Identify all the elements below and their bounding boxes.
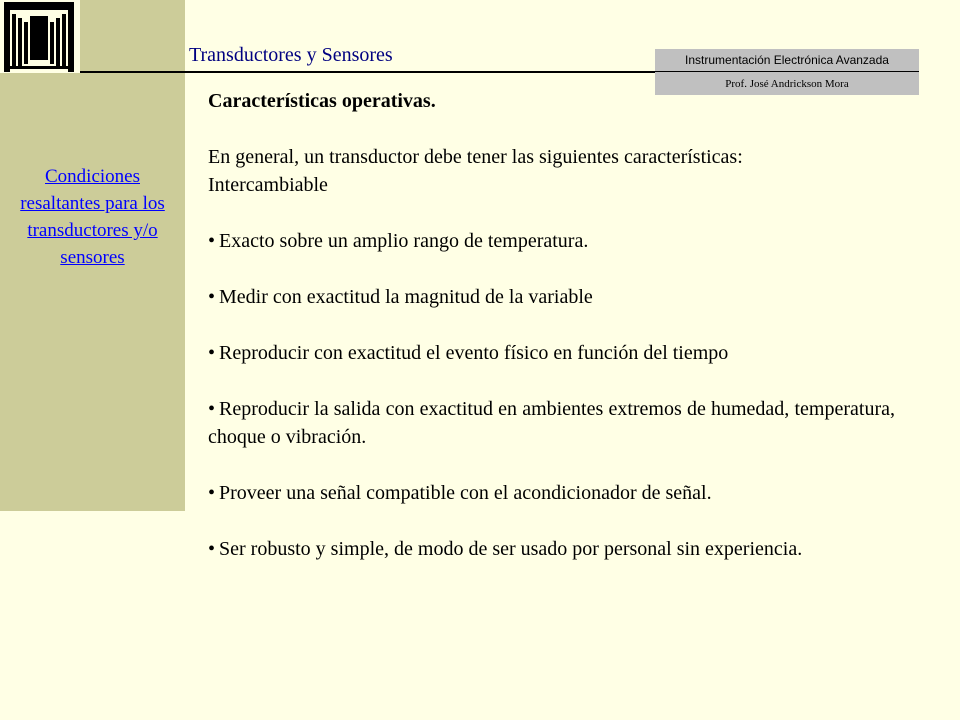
list-item bbox=[208, 479, 895, 507]
list-item bbox=[208, 227, 895, 255]
intro-line-2: Intercambiable bbox=[208, 174, 328, 196]
list-item-text: Reproducir con exactitud el evento físico en función del tiempo bbox=[219, 342, 729, 364]
list-item bbox=[208, 339, 895, 367]
bullet-icon: • bbox=[208, 538, 216, 560]
bullet-icon: • bbox=[208, 286, 216, 308]
section-heading: Características operativas. bbox=[208, 90, 436, 112]
list-item-text: Exacto sobre un amplio rango de temperatura. bbox=[219, 230, 589, 252]
sidebar-link-conditions[interactable]: Condiciones resaltantes para los transductores y/o sensores bbox=[20, 166, 165, 268]
institution-logo-icon bbox=[4, 2, 74, 72]
list-item bbox=[208, 283, 895, 311]
list-item bbox=[208, 535, 895, 563]
list-item-text: Medir con exactitud la magnitud de la variable bbox=[219, 286, 593, 308]
header-divider bbox=[80, 71, 655, 73]
main-content bbox=[208, 87, 895, 563]
bullet-icon: • bbox=[208, 230, 216, 252]
intro-line-1: En general, un transductor debe tener las siguientes características: bbox=[208, 146, 743, 168]
list-item-text: Proveer una señal compatible con el acondicionador de señal. bbox=[219, 482, 712, 504]
list-item-text: Ser robusto y simple, de modo de ser usado por personal sin experiencia. bbox=[219, 538, 803, 560]
list-item bbox=[208, 395, 895, 451]
course-name: Instrumentación Electrónica Avanzada bbox=[655, 49, 919, 72]
logo-area bbox=[0, 0, 80, 73]
list-item-text: Reproducir la salida con exactitud en ambientes extremos de humedad, temperatura, choque o vibración. bbox=[208, 398, 895, 448]
top-strip bbox=[80, 0, 185, 73]
professor-name: Prof. José Andrickson Mora bbox=[725, 78, 849, 90]
page-title: Transductores y Sensores bbox=[189, 44, 393, 66]
bullet-icon: • bbox=[208, 342, 216, 364]
sidebar bbox=[0, 73, 185, 511]
bullet-icon: • bbox=[208, 482, 216, 504]
intro-paragraph bbox=[208, 143, 895, 199]
bullet-icon: • bbox=[208, 398, 216, 420]
